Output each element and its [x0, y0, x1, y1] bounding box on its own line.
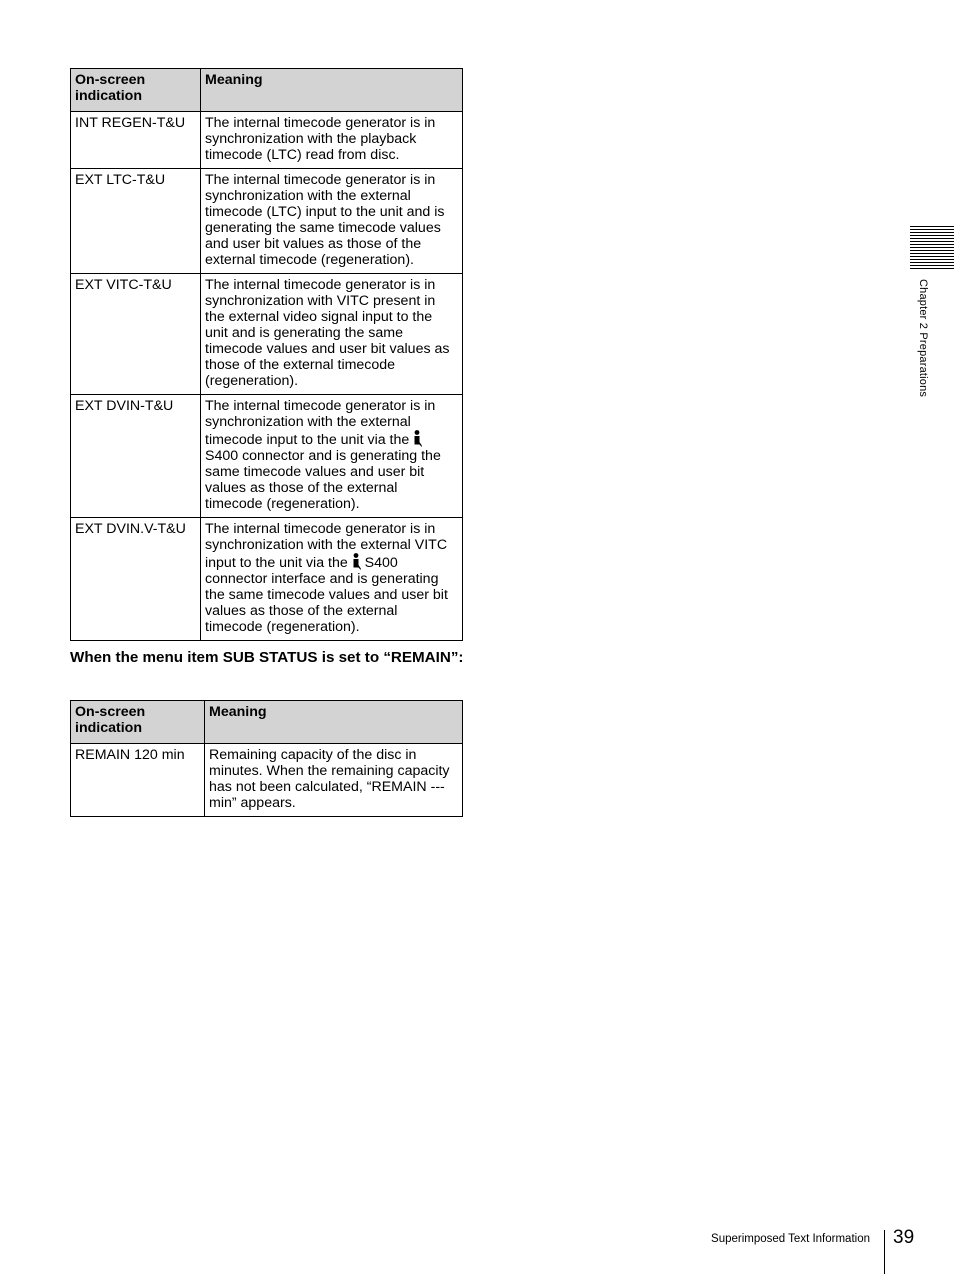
indication-cell: REMAIN 120 min [71, 744, 205, 817]
remain-indication-table [70, 700, 463, 817]
meaning-cell: The internal timecode generator is in synchronization with the playback timecode (LTC) read from disc. [201, 112, 463, 169]
table-row [71, 169, 463, 274]
meaning-text-after-icon: S400 connector and is generating the same timecode values and user bit values as those of the external timecode (regeneration). [205, 448, 441, 512]
table-row [71, 274, 463, 395]
chapter-stripe-marker [910, 226, 954, 270]
column-header-indication: On-screen indication [71, 701, 205, 744]
meaning-cell: Remaining capacity of the disc in minutes. When the remaining capacity has not been calculated, “REMAIN --- min” appears. [205, 744, 463, 817]
table-header-row [71, 69, 463, 112]
meaning-text-before-icon: The internal timecode generator is in synchronization with the external timecode input to the unit via the [205, 398, 436, 448]
indication-cell: EXT DVIN.V-T&U [71, 518, 201, 641]
meaning-text-after-icon: S400 connector interface and is generating the same timecode values and user bit values as those of the external timecode (regeneration). [205, 555, 448, 635]
meaning-cell [201, 395, 463, 518]
indication-cell: EXT VITC-T&U [71, 274, 201, 395]
column-header-meaning: Meaning [205, 701, 463, 744]
column-header-meaning: Meaning [201, 69, 463, 112]
chapter-label: Chapter 2 Preparations [917, 279, 929, 398]
footer-divider [884, 1230, 885, 1274]
table-header-row [71, 701, 463, 744]
meaning-cell: The internal timecode generator is in synchronization with the external timecode (LTC) input to the unit and is generating the same timecode values and user bit values as those of the external timecode (regeneration). [201, 169, 463, 274]
section-subheading: When the menu item SUB STATUS is set to “REMAIN”: [70, 649, 464, 666]
table-row [71, 744, 463, 817]
i-link-icon [352, 553, 361, 570]
footer-section-title: Superimposed Text Information [711, 1233, 870, 1245]
table-row [71, 112, 463, 169]
indication-cell: EXT LTC-T&U [71, 169, 201, 274]
page-number: 39 [893, 1227, 915, 1248]
meaning-cell [201, 518, 463, 641]
indication-cell: INT REGEN-T&U [71, 112, 201, 169]
indication-cell: EXT DVIN-T&U [71, 395, 201, 518]
timecode-indication-table [70, 68, 463, 641]
table-row [71, 518, 463, 641]
i-link-icon [413, 430, 422, 447]
meaning-cell: The internal timecode generator is in synchronization with VITC present in the external video signal input to the unit and is generating the same timecode values and user bit values as those of the external timecode (regeneration). [201, 274, 463, 395]
column-header-indication: On-screen indication [71, 69, 201, 112]
table-row [71, 395, 463, 518]
meaning-text-before-icon: The internal timecode generator is in synchronization with the external VITC input to the unit via the [205, 521, 448, 571]
